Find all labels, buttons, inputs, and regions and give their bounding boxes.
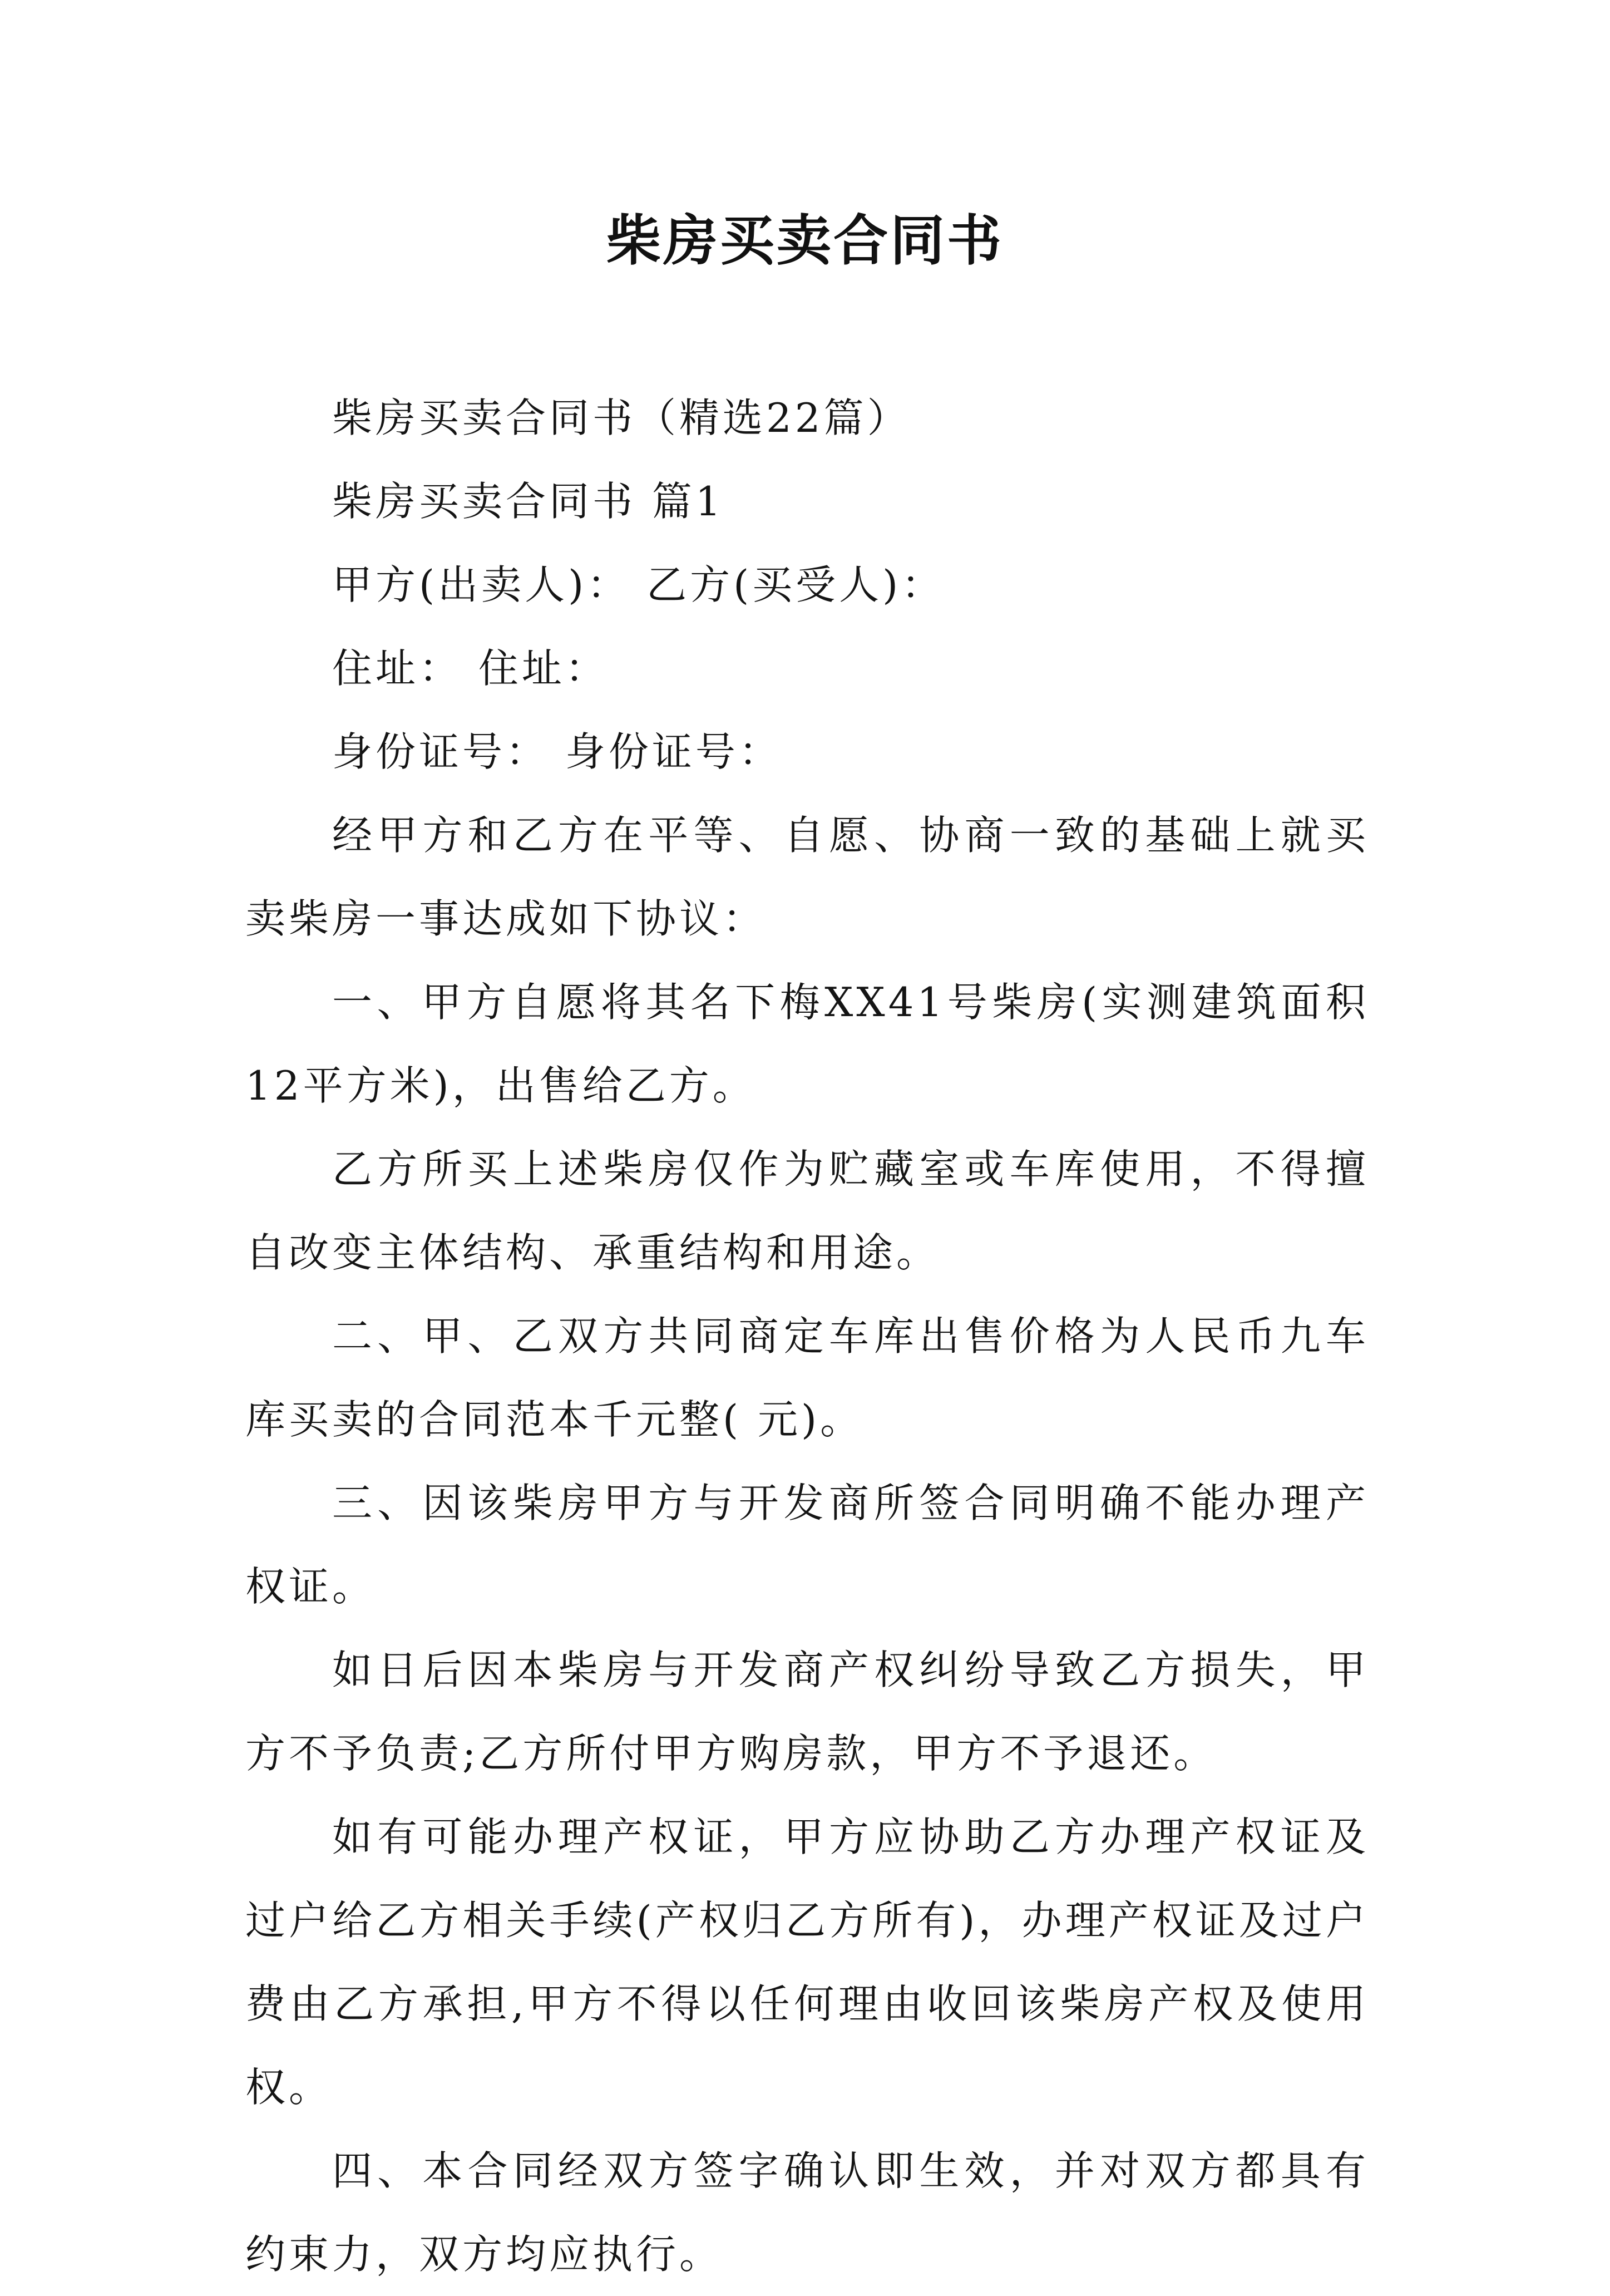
paragraph-clause-3-transfer: 如有可能办理产权证，甲方应协助乙方办理产权证及过户给乙方相关手续(产权归乙方所有)，办理产权证及过户费由乙方承担,甲方不得以任何理由收回该柴房产权及使用权。: [245, 1814, 1369, 2111]
paragraph-section-heading: 柴房买卖合同书 篇1: [332, 478, 724, 525]
paragraph-subtitle: 柴房买卖合同书（精选22篇）: [332, 395, 911, 441]
document-title: 柴房买卖合同书: [606, 209, 1004, 273]
paragraph-parties: 甲方(出卖人)： 乙方(买受人)：: [332, 561, 945, 608]
paragraph-clause-4: 四、本合同经双方签字确认即生效，并对双方都具有约束力，双方均应执行。: [245, 2147, 1369, 2278]
paragraph-id-number: 身份证号： 身份证号：: [332, 728, 782, 775]
paragraph-clause-3-dispute: 如日后因本柴房与开发商产权纠纷导致乙方损失，甲方不予负责;乙方所付甲方购房款，甲方不予退还。: [245, 1647, 1369, 1777]
document-body: [245, 376, 1369, 2296]
paragraph-clause-1-usage: 乙方所买上述柴房仅作为贮藏室或车库使用，不得擅自改变主体结构、承重结构和用途。: [245, 1146, 1369, 1276]
paragraph-clause-2: 二、甲、乙双方共同商定车库出售价格为人民币九车库买卖的合同范本千元整( 元)。: [245, 1313, 1369, 1443]
paragraph-clause-1: 一、甲方自愿将其名下梅XX41号柴房(实测建筑面积12平方米)，出售给乙方。: [245, 979, 1369, 1109]
paragraph-clause-3: 三、因该柴房甲方与开发商所签合同明确不能办理产权证。: [245, 1480, 1369, 1610]
paragraph-address: 住址： 住址：: [332, 645, 609, 692]
paragraph-preamble: 经甲方和乙方在平等、自愿、协商一致的基础上就买卖柴房一事达成如下协议：: [245, 812, 1369, 942]
